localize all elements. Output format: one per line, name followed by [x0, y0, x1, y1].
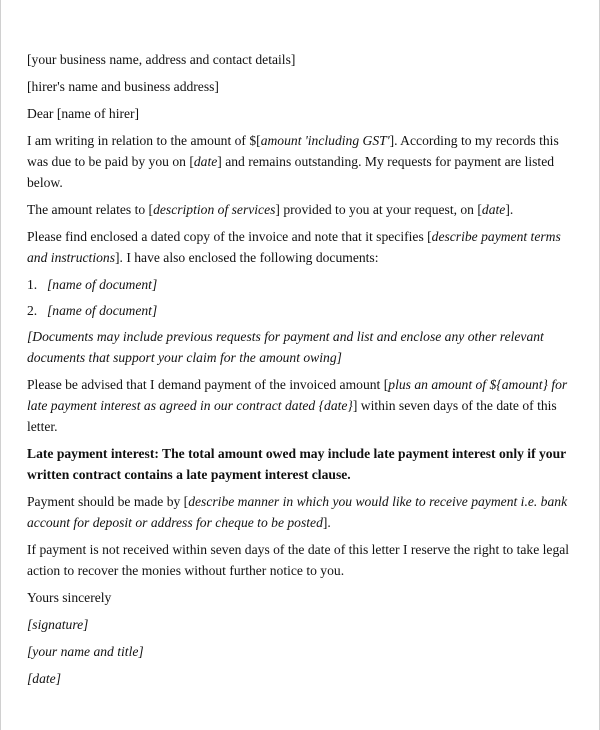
- demand-paragraph: [27, 374, 583, 437]
- enclosed-paragraph: [27, 226, 583, 268]
- date-placeholder: [date]: [27, 671, 61, 686]
- signature-placeholder: [signature]: [27, 617, 89, 632]
- intro-text-1: I am writing in relation to the amount of $[: [27, 133, 261, 148]
- document-list-item: [27, 274, 583, 295]
- salutation-prefix: Dear: [27, 106, 57, 121]
- legal-action-paragraph: If payment is not received within seven days of the date of this letter I reserve the right to take legal action to recover the monies without further notice to you.: [27, 542, 570, 578]
- document-name: [name of document]: [47, 277, 158, 292]
- name-title-placeholder: [your name and title]: [27, 644, 144, 659]
- payment-text-1: Payment should be made by [: [27, 494, 189, 509]
- intro-date-placeholder: date: [193, 154, 218, 169]
- enclosed-text-2: ]. I have also enclosed the following documents:: [115, 250, 379, 265]
- late-interest-notice: Late payment interest: The total amount owed may include late payment interest only if your written contract contains a late payment interest clause.: [27, 446, 566, 482]
- letter-body: [27, 49, 583, 695]
- demand-text-1: Please be advised that I demand payment of the invoiced amount [: [27, 377, 389, 392]
- salutation-name: [name of hirer]: [56, 106, 140, 121]
- enclosed-text-1: Please find enclosed a dated copy of the invoice and note that it specifies [: [27, 229, 432, 244]
- services-date-placeholder: date: [481, 202, 506, 217]
- services-paragraph: [27, 199, 583, 220]
- demand-interest-placeholder: plus an amount of ${amount} for late payment interest as agreed in our contract dated {date}: [27, 377, 568, 413]
- document-number: 2.: [27, 303, 38, 318]
- documents-note: [Documents may include previous requests for payment and list and enclose any other relevant documents that support your claim for the amount owing]: [27, 329, 544, 365]
- hirer-details: [hirer's name and business address]: [27, 79, 219, 94]
- enclosed-terms-placeholder: describe payment terms and instructions: [27, 229, 561, 265]
- intro-paragraph: [27, 130, 583, 193]
- salutation: [27, 103, 583, 124]
- payment-method-paragraph: [27, 491, 583, 533]
- sender-details: [your business name, address and contact details]: [27, 52, 296, 67]
- intro-text-3: ] and remains outstanding. My requests for payment are listed below.: [27, 154, 555, 190]
- services-description-placeholder: description of services: [153, 202, 276, 217]
- services-text-1: The amount relates to [: [27, 202, 154, 217]
- document-list-item: [27, 300, 583, 321]
- intro-amount-placeholder: amount 'including GST': [260, 133, 390, 148]
- demand-text-2: ] within seven days of the date of this letter.: [27, 398, 557, 434]
- services-text-2: ] provided to you at your request, on [: [275, 202, 482, 217]
- document-name: [name of document]: [47, 303, 158, 318]
- services-text-3: ].: [505, 202, 514, 217]
- document-number: 1.: [27, 277, 38, 292]
- payment-text-2: ].: [322, 515, 331, 530]
- closing: Yours sincerely: [27, 590, 112, 605]
- intro-text-2: ]. According to my records this was due to be paid by you on [: [27, 133, 559, 169]
- payment-method-placeholder: describe manner in which you would like to receive payment i.e. bank account for deposit or address for cheque to be posted: [27, 494, 568, 530]
